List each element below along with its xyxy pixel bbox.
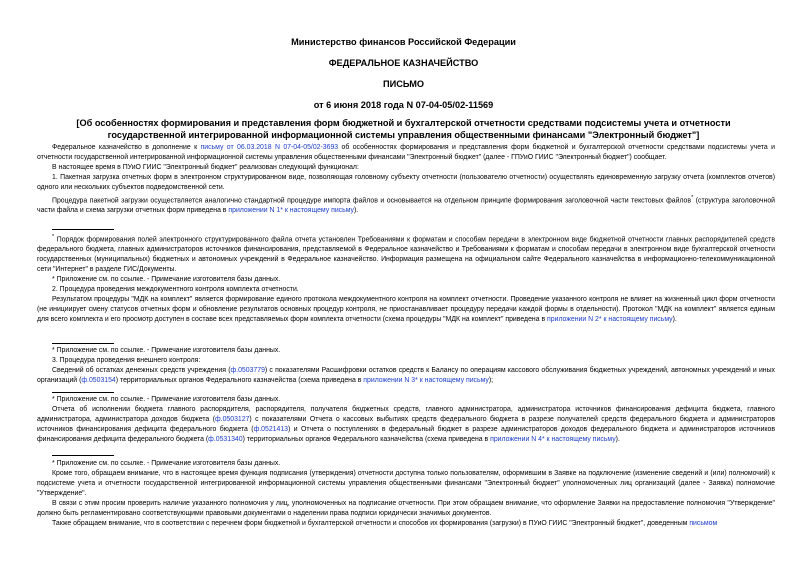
footnote-block-1: [37, 232, 775, 325]
paragraph-intro: Федеральное казначейство в дополнение к письму от 06.03.2018 N 07-04-05/02-3693 об особенностях формирования и представления форм бюджетной и бухгалтерской отчетности средствами подсистемы учета и отчетности государственной интегрированной информационной системы управления общественными финансами "Электронный бюджет" (далее - ГПУиО ГИИС "Электронный бюджет") сообщает.: [37, 144, 776, 161]
footnote-divider: [52, 392, 114, 393]
paragraph-forms-list: Также обращаем внимание, что в соответствии с перечнем форм бюджетной и бухгалтерской отчетности и способов их формирования (загрузки) в ПУиО ГИИС "Электронный бюджет", доведенным письмом: [52, 520, 718, 527]
appendix-1-link[interactable]: приложении N 1* к настоящему письму: [228, 207, 354, 215]
footnote-note-1: * Приложение см. по ссылке. - Примечание изготовителя базы данных.: [52, 276, 281, 284]
footnote-note-2: * Приложение см. по ссылке. - Примечание изготовителя базы данных.: [52, 347, 281, 354]
appendix-4-link[interactable]: приложении N 4* к настоящему письму: [490, 436, 616, 443]
paragraph-mdk-procedure: 2. Процедура проведения междокументного контроля комплекта отчетности.: [52, 286, 299, 294]
paragraph-signing: Кроме того, обращаем внимание, что в настоящее время функция подписания (утверждения) отчетности доступна только пользователям, оформившим в Заявке на подключение (изменение сведений и (или) полномочий) к подсистеме учета и отчетности государственной интегрированной информационной системы управления общественными финансами "Электронный бюджет" уполномоченных лиц организаций (далее - Заявка) полномочие "Утверждение".: [37, 470, 775, 497]
footnote-format-requirements: * Порядок формирования полей электронного структурированного файла отчета установлен Требованиями к форматам и способам передачи в электронном виде бюджетной отчетности главных распорядителей средств федерального бюджета, главных администраторов источников финансирования, представляемой в Федеральное казначейство и Требованиями к форматам и способам передачи в электронном виде бухгалтерской отчетности государственных (муниципальных) бюджетных и автономных учреждений в Федеральное казначейство. Информация размещена на официальном сайте Федерального казначейства в информационно-телекоммуникационной сети "Интернет" в разделе ГИС/Документы.: [37, 234, 775, 274]
footnote-note-3: * Приложение см. по ссылке. - Примечание изготовителя базы данных.: [52, 396, 281, 403]
ministry-heading: Министерство финансов Российской Федерации: [291, 37, 516, 47]
paragraph-balance-control: Сведений об остатках денежных средств учреждения (ф.0503779) с показателями Расшифровки остатков средств к Балансу по операциям кассового обслуживания бюджетных учреждений, автономных учреждений и иных организаций (ф.0503154) территориальных органов Федерального казначейства (схема приведена в приложении N 3* к настоящему письму);: [37, 367, 775, 384]
doc-title: [Об особенностях формирования и представления форм бюджетной и бухгалтерской отчетности средствами подсистемы учета и отчетности государственной интегрированной информационной системы управления общественными финансами "Электронный бюджет"]: [76, 118, 731, 140]
appendix-2-link[interactable]: приложении N 2* к настоящему письму: [547, 316, 673, 324]
paragraph-batch-upload: 1. Пакетная загрузка отчетных форм в электронном структурированном виде, позволяющая головному субъекту отчетности (пользователю отчетности) осуществлять единовременную загрузку отчета (комплектов отчетов) одного или нескольких субъектов подведомственной сети.: [37, 174, 775, 191]
footnote-divider: [52, 343, 114, 344]
closing-block: [37, 459, 775, 529]
agency-heading: ФЕДЕРАЛЬНОЕ КАЗНАЧЕЙСТВО: [328, 58, 479, 68]
paragraph-batch-procedure: Процедура пакетной загрузки осуществляется аналогично стандартной процедуре импорта файлов и основывается на отдельном принципе формирования заголовочной части текстовых файлов* (структура заголовочной части файла и схема загрузки отчетных форм приведена в приложении N 1* к настоящему письму).: [37, 195, 775, 215]
form-0503779-link[interactable]: ф.0503779: [230, 367, 265, 374]
letter-link-2[interactable]: письмом: [689, 520, 718, 527]
paragraph-mdk-result: Результатом процедуры "МДК на комплект" является формирование единого протокола междокументного контроля на комплект отчетности. Проведение указанного контроля не влияет на жизненный цикл форм отчетности (не инициирует смену статусов отчетных форм и обновление результатов основных процедур контроля, не приостанавливает процедуру передачи каждой формы в отдельности). Протокол "МДК на комплект" является единым для всего комплекта и его просмотр доступен в составе всех представляемых форм комплекта отчетности (схема процедуры "МДК на комплект" приведена в приложении N 2* к настоящему письму).: [37, 296, 775, 324]
intro-block: [37, 143, 775, 216]
paragraph-authority-check: В связи с этим просим проверить наличие указанного полномочия у лиц, уполномоченных на подписание отчетности. При этом обращаем внимание, что оформление Заявки на предоставление полномочия "Утверждение" должно быть регламентировано соответствующими правовыми документами о наделении права подписи юридически значимых документов.: [37, 500, 775, 517]
doc-type-heading: ПИСЬМО: [382, 79, 425, 89]
paragraph-execution-report: Отчета об исполнении бюджета главного распорядителя, распорядителя, получателя бюджетных средств, главного администратора, администратора источников финансирования дефицита бюджета, главного администратора, администратора доходов бюджета (ф.0503127) с показателями Отчета о кассовых выбытиях средств федерального бюджета в разрезе получателей средств федерального бюджета и администраторов источников финансирования дефицита федерального бюджета (ф.0521413) и Отчета о поступлениях в федеральный бюджет в разрезе администраторов доходов федерального бюджета и администраторов источников финансирования дефицита федерального бюджета (ф.0531340) территориальных органов Федерального казначейства (схема приведена в приложении N 4* к настоящему письму).: [37, 406, 775, 443]
letter-link[interactable]: письму от 06.03.2018 N 07-04-05/02-3693: [200, 144, 339, 151]
paragraph-functionality: В настоящее время в ПУиО ГИИС "Электронный бюджет" реализован следующий функционал:: [52, 164, 359, 171]
form-0521413-link[interactable]: ф.0521413: [253, 426, 288, 433]
footnote-block-2: [37, 346, 775, 386]
paragraph-external-control: 3. Процедура проведения внешнего контроля:: [52, 357, 201, 364]
footnote-divider: [52, 229, 114, 230]
form-0503154-link[interactable]: ф.0503154: [81, 377, 116, 384]
form-0531340-link[interactable]: ф.0531340: [208, 436, 243, 443]
footnote-block-3: [37, 395, 775, 445]
footnote-divider: [52, 455, 114, 456]
appendix-3-link[interactable]: приложении N 3* к настоящему письму: [363, 377, 489, 384]
doc-date-number: от 6 июня 2018 года N 07-04-05/02-11569: [313, 100, 494, 110]
form-0503127-link[interactable]: ф.0503127: [215, 416, 250, 423]
footnote-note-4: * Приложение см. по ссылке. - Примечание изготовителя базы данных.: [52, 460, 281, 467]
